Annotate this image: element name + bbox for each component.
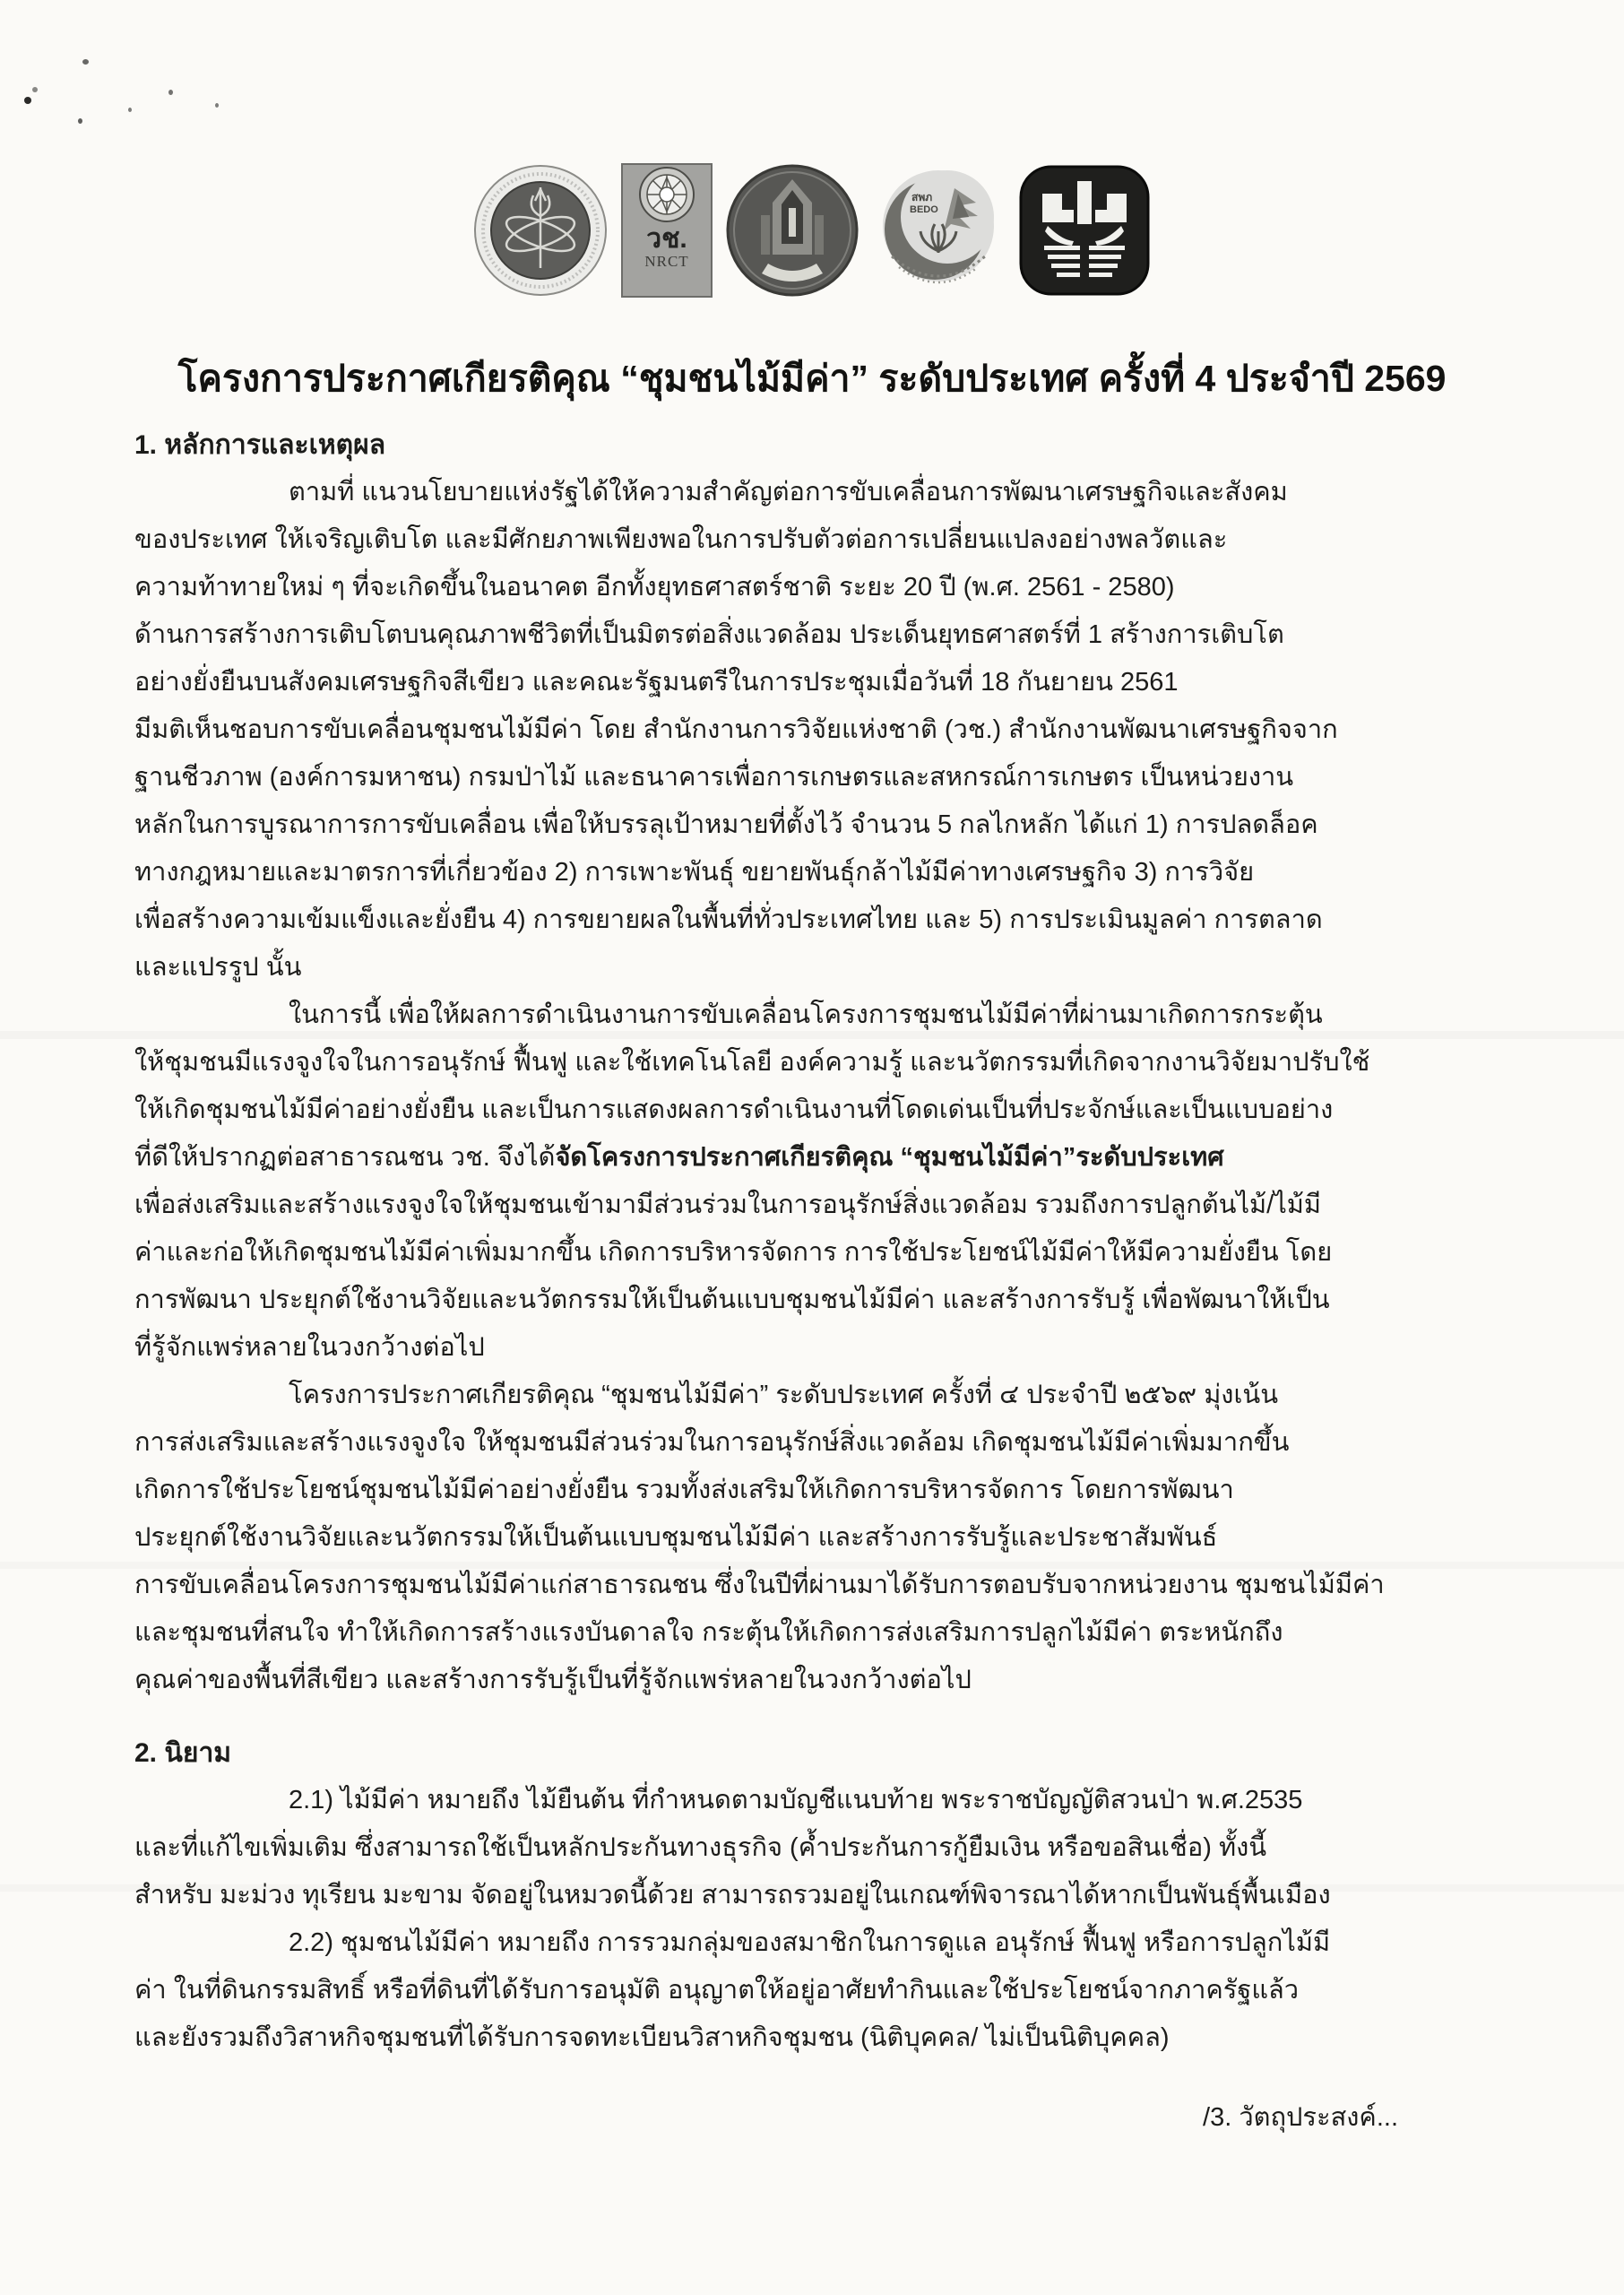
text-line: และยังรวมถึงวิสาหกิจชุมชนที่ได้รับการจดทะเบียนวิสาหกิจชุมชน (นิติบุคคล/ ไม่เป็นนิติบุคคล) — [134, 2023, 1170, 2052]
text-line: ค่าและก่อให้เกิดชุมชนไม้มีค่าเพิ่มมากขึ้น เกิดการบริหารจัดการ การใช้ประโยชน์ไม้มีค่าให้มีความยั่งยืน โดย — [134, 1238, 1333, 1267]
scan-speckle — [32, 87, 38, 92]
baac-bank-logo — [1017, 163, 1152, 298]
section-gap — [134, 1704, 1492, 1729]
text-line: ที่ดีให้ปรากฏต่อสาธารณชน วช. จึงได้จัดโครงการประกาศเกียรติคุณ “ชุมชนไม้มีค่า”ระดับประเทศ — [134, 1143, 1224, 1172]
atom-trident-seal-icon — [472, 163, 609, 298]
text-line: เกิดการใช้ประโยชน์ชุมชนไม้มีค่าอย่างยั่งยืน รวมทั้งส่งเสริมให้เกิดการบริหารจัดการ โดยการพัฒนา — [134, 1476, 1234, 1504]
text-line: อย่างยั่งยืนบนสังคมเศรษฐกิจสีเขียว และคณะรัฐมนตรีในการประชุมเมื่อวันที่ 18 กันยายน 2561 — [134, 668, 1179, 697]
nrct-thai-abbreviation: วช. — [646, 224, 687, 254]
text-line: การขับเคลื่อนโครงการชุมชนไม้มีค่าแก่สาธารณชน ซึ่งในปีที่ผ่านมาได้รับการตอบรับจากหน่วยงาน ชุมชนไม้มีค่า — [134, 1571, 1385, 1599]
paragraph — [134, 992, 1492, 1372]
text-line: เพื่อส่งเสริมและสร้างแรงจูงใจให้ชุมชนเข้ามามีส่วนร่วมในการอนุรักษ์สิ่งแวดล้อม รวมถึงการปลูกต้นไม้/ไม้มี — [134, 1191, 1322, 1219]
text-line: และแปรรูป นั้น — [134, 953, 302, 982]
text-line: เพื่อสร้างความเข้มแข็งและยั่งยืน 4) การขยายผลในพื้นที่ทั่วประเทศไทย และ 5) การประเมินมูลค่า การตลาด — [134, 905, 1323, 934]
nrct-english-abbreviation: NRCT — [644, 253, 689, 270]
text-line: ในการนี้ เพื่อให้ผลการดำเนินงานการขับเคลื่อนโครงการชุมชนไม้มีค่าที่ผ่านมาเกิดการกระตุ้น — [289, 1000, 1323, 1029]
scan-speckle — [168, 90, 173, 95]
text-line: โครงการประกาศเกียรติคุณ “ชุมชนไม้มีค่า” ระดับประเทศ ครั้งที่ ๔ ประจำปี ๒๕๖๙ มุ่งเน้น — [289, 1381, 1279, 1409]
paragraph — [134, 1372, 1492, 1704]
nrct-wheel-icon — [637, 165, 696, 224]
paragraph — [134, 1777, 1492, 1919]
text-line: ทางกฎหมายและมาตรการที่เกี่ยวข้อง 2) การเพาะพันธุ์ ขยายพันธุ์กล้าไม้มีค่าทางเศรษฐกิจ 3) การวิจัย — [134, 858, 1255, 887]
crescent-plant-seal-icon — [872, 163, 1005, 298]
text-line: ของประเทศ ให้เจริญเติบโต และมีศักยภาพเพียงพอในการปรับตัวต่อการเปลี่ยนแปลงอย่างพลวัตและ — [134, 525, 1228, 554]
text-line: 2.2) ชุมชนไม้มีค่า หมายถึง การรวมกลุ่มของสมาชิกในการดูแล อนุรักษ์ ฟื้นฟู หรือการปลูกไม้มี — [289, 1928, 1331, 1957]
text-line: และที่แก้ไขเพิ่มเติม ซึ่งสามารถใช้เป็นหลักประกันทางธุรกิจ (ค้ำประกันการกู้ยืมเงิน หรือขอสินเชื่อ) ทั้งนี้ — [134, 1833, 1267, 1862]
text-line: ให้ชุมชนมีแรงจูงใจในการอนุรักษ์ ฟื้นฟู และใช้เทคโนโลยี องค์ความรู้ และนวัตกรรมที่เกิดจากงานวิจัยมาปรับใช้ — [134, 1048, 1370, 1077]
text-line: ความท้าทายใหม่ ๆ ที่จะเกิดขึ้นในอนาคต อีกทั้งยุทธศาสตร์ชาติ ระยะ 20 ปี (พ.ศ. 2561 - 2580) — [134, 573, 1175, 602]
text-line: คุณค่าของพื้นที่สีเขียว และสร้างการรับรู้เป็นที่รู้จักแพร่หลายในวงกว้างต่อไป — [134, 1666, 972, 1694]
text-line: สำหรับ มะม่วง ทุเรียน มะขาม จัดอยู่ในหมวดนี้ด้วย สามารถรวมอยู่ในเกณฑ์พิจารณาได้หากเป็นพันธุ์พื้นเมือง — [134, 1881, 1331, 1910]
text-line: ฐานชีวภาพ (องค์การมหาชน) กรมป่าไม้ และธนาคารเพื่อการเกษตรและสหกรณ์การเกษตร เป็นหน่วยงาน — [134, 763, 1294, 792]
bedo-seal-logo — [872, 163, 1005, 298]
text-line: ที่รู้จักแพร่หลายในวงกว้างต่อไป — [134, 1333, 485, 1362]
logo-row — [0, 163, 1624, 298]
text-line: ด้านการสร้างการเติบโตบนคุณภาพชีวิตที่เป็นมิตรต่อสิ่งแวดล้อม ประเด็นยุทธศาสตร์ที่ 1 สร้างการเติบโต — [134, 620, 1284, 649]
nrct-logo — [621, 163, 713, 298]
text-line: และชุมชนที่สนใจ ทำให้เกิดการสร้างแรงบันดาลใจ กระตุ้นให้เกิดการส่งเสริมการปลูกไม้มีค่า ตระหนักถึง — [134, 1618, 1283, 1647]
scan-speckle — [128, 108, 132, 112]
text-line: มีมติเห็นชอบการขับเคลื่อนชุมชนไม้มีค่า โดย สำนักงานการวิจัยแห่งชาติ (วช.) สำนักงานพัฒนาเศรษฐกิจจาก — [134, 715, 1338, 744]
text-line: หลักในการบูรณาการการขับเคลื่อน เพื่อให้บรรลุเป้าหมายที่ตั้งไว้ จำนวน 5 กลไกหลัก ได้แก่ 1) การปลดล็อค — [134, 810, 1318, 839]
paragraph — [134, 469, 1492, 992]
text-line: ให้เกิดชุมชนไม้มีค่าอย่างยั่งยืน และเป็นการแสดงผลการดำเนินงานที่โดดเด่นเป็นที่ประจักษ์และเป็นแบบอย่าง — [134, 1096, 1334, 1124]
forest-deity-seal-icon — [725, 163, 860, 298]
mhesi-ministry-seal-logo — [472, 163, 609, 298]
text-line: 2.1) ไม้มีค่า หมายถึง ไม้ยืนต้น ที่กำหนดตามบัญชีแนบท้าย พระราชบัญญัติสวนป่า พ.ศ.2535 — [289, 1786, 1303, 1814]
scan-speckle — [78, 118, 82, 124]
baac-tree-emblem-icon — [1017, 163, 1152, 298]
text-line: ตามที่ แนวนโยบายแห่งรัฐได้ให้ความสำคัญต่อการขับเคลื่อนการพัฒนาเศรษฐกิจและสังคม — [289, 478, 1288, 507]
bedo-english-abbreviation: BEDO — [910, 204, 938, 215]
royal-forest-department-seal-logo — [725, 163, 860, 298]
scan-speckle — [82, 59, 89, 65]
scan-speckle — [215, 103, 219, 108]
text-line: การพัฒนา ประยุกต์ใช้งานวิจัยและนวัตกรรมให้เป็นต้นแบบชุมชนไม้มีค่า และสร้างการรับรู้ เพื่อพัฒนาให้เป็น — [134, 1286, 1330, 1314]
section-heading-principles: 1. หลักการและเหตุผล — [134, 430, 386, 460]
document-body — [134, 421, 1492, 2062]
text-line: ประยุกต์ใช้งานวิจัยและนวัตกรรมให้เป็นต้นแบบชุมชนไม้มีค่า และสร้างการรับรู้และประชาสัมพันธ์ — [134, 1523, 1218, 1552]
nrct-logo-box — [621, 163, 713, 298]
bedo-thai-abbreviation: สพภ — [911, 191, 933, 204]
section-heading-definitions: 2. นิยาม — [134, 1738, 232, 1768]
page-continuation-note: /3. วัตถุประสงค์... — [1203, 2103, 1398, 2132]
scan-speckle — [24, 97, 31, 104]
document-title: โครงการประกาศเกียรติคุณ “ชุมชนไม้มีค่า” ระดับประเทศ ครั้งที่ 4 ประจำปี 2569 — [177, 358, 1447, 399]
paragraph — [134, 1919, 1492, 2062]
text-line: การส่งเสริมและสร้างแรงจูงใจ ให้ชุมชนมีส่วนร่วมในการอนุรักษ์สิ่งแวดล้อม เกิดชุมชนไม้มีค่าเพิ่มมากขึ้น — [134, 1428, 1290, 1457]
text-line: ค่า ในที่ดินกรรมสิทธิ์ หรือที่ดินที่ได้รับการอนุมัติ อนุญาตให้อยู่อาศัยทำกินและใช้ประโยชน์จากภาครัฐแล้ว — [134, 1976, 1300, 2005]
